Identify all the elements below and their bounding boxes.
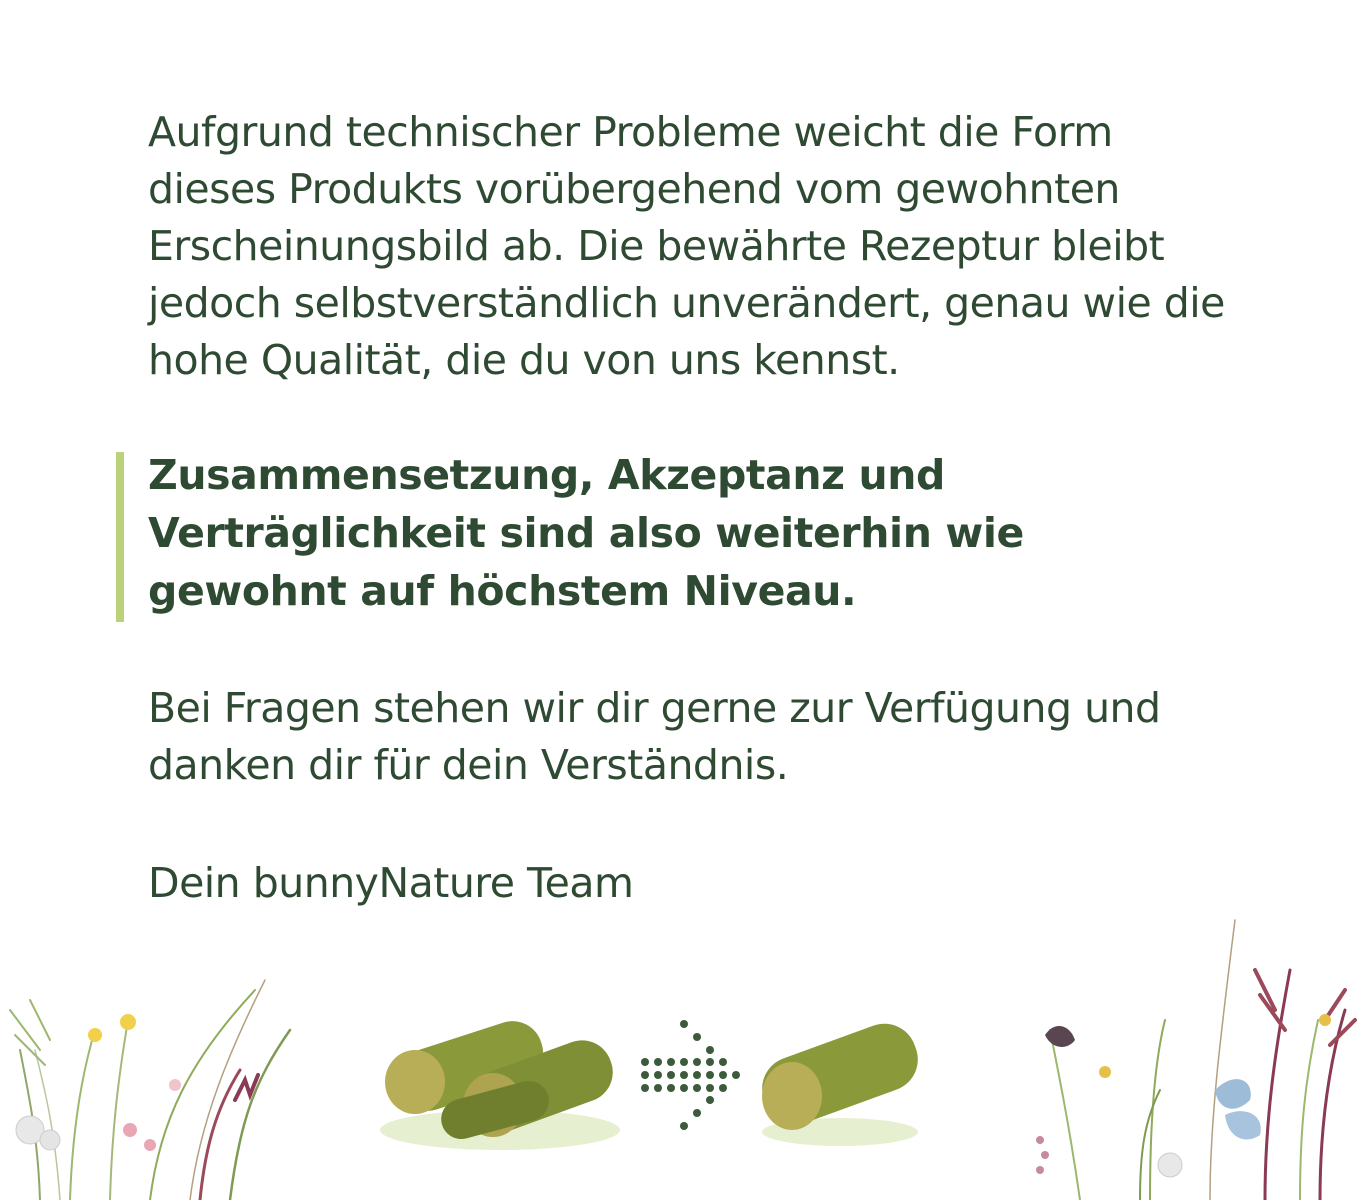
notice-text-block bbox=[148, 104, 1238, 461]
accent-bar bbox=[116, 452, 124, 622]
bottom-illustration bbox=[0, 900, 1360, 1200]
dotted-arrow-right-icon bbox=[641, 1020, 740, 1130]
highlight-paragraph: Zusammensetzung, Akzeptanz und Verträglichkeit sind also weiterhin wie gewohnt auf höchstem Niveau. bbox=[148, 451, 1024, 615]
old-pellets-icon bbox=[380, 1013, 621, 1150]
signature: Dein bunnyNature Team bbox=[148, 859, 634, 907]
questions-paragraph: Bei Fragen stehen wir dir gerne zur Verfügung und danken dir für dein Verständnis. bbox=[148, 684, 1161, 789]
right-wildflowers-icon bbox=[1036, 920, 1355, 1200]
new-pellet-icon bbox=[753, 1015, 927, 1146]
intro-paragraph: Aufgrund technischer Probleme weicht die Form dieses Produkts vorübergehend vom gewohnten Erscheinungsbild ab. Die bewährte Rezeptur bleibt jedoch selbstverständlich unverändert, genau wie die hohe Qualität, die du von uns kennst. bbox=[148, 108, 1225, 384]
left-wildflowers-icon bbox=[10, 980, 290, 1200]
